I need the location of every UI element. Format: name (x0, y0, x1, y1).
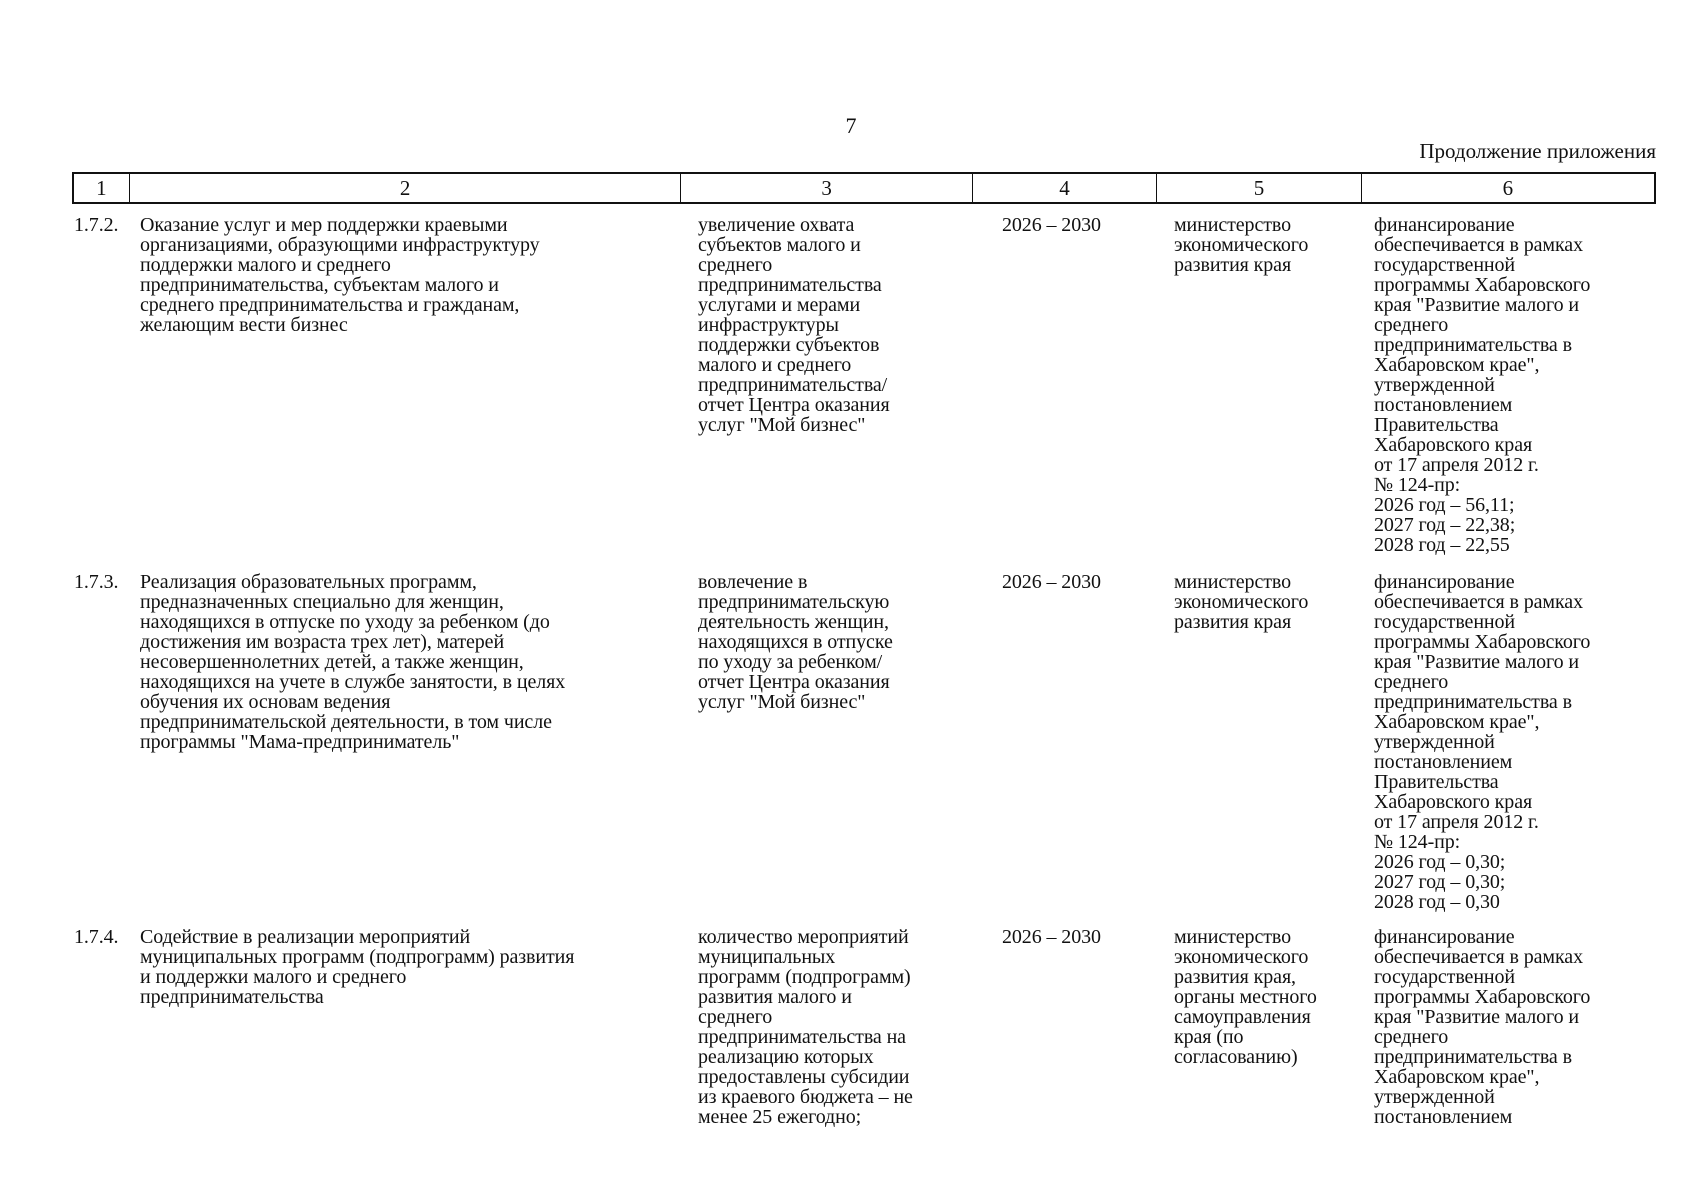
period-text: 2026 – 2030 (1002, 571, 1101, 593)
table-row (72, 215, 1656, 555)
column-header-1: 1 (74, 174, 130, 202)
column-header-5: 5 (1157, 174, 1361, 202)
row-number: 1.7.3. (74, 571, 119, 593)
financing-text: финансирование обеспечивается в рамках государственной программы Хабаровского края "Развитие малого и среднего предпринимательства в Хабаровском крае", утвержденной постановлением (1374, 926, 1591, 1128)
column-header-6: 6 (1502, 176, 1514, 200)
executor-text: министерство экономического развития края (1174, 571, 1309, 633)
activity-text: Реализация образовательных программ, предназначенных специально для женщин, находящихся в отпуске по уходу за ребенком (до достижения им возраста трех лет), матерей несовершеннолетних детей, а также женщин, находящихся на учете в службе занятости, в целях обучения их основам ведения предпринимательской деятельности, в том числе программы "Мама-предприниматель" (140, 571, 566, 753)
executor-text: министерство экономического развития края, органы местного самоуправления края (по согласованию) (1174, 926, 1317, 1068)
result-text: количество мероприятий муниципальных программ (подпрограмм) развития малого и среднего предпринимательства на реализацию которых предоставлены субсидии из краевого бюджета – не менее 25 ежегодно; (698, 926, 913, 1128)
activity-text: Содействие в реализации мероприятий муниципальных программ (подпрограмм) развития и поддержки малого и среднего предпринимательства (140, 926, 575, 1008)
column-header-4: 4 (973, 174, 1158, 202)
period-text: 2026 – 2030 (1002, 926, 1101, 948)
financing-text: финансирование обеспечивается в рамках государственной программы Хабаровского края "Развитие малого и среднего предпринимательства в Хабаровском крае", утвержденной постановлением Правительства Хабаровского края от 17 апреля 2012 г. № 124-пр: 2026 год – 0,30; 2027 год – 0,30; 2028 год – 0,30 (1374, 571, 1591, 913)
continuation-label: Продолжение приложения (1419, 139, 1656, 163)
result-text: вовлечение в предпринимательскую деятельность женщин, находящихся в отпуске по уходу за ребенком/ отчет Центра оказания услуг "Мой бизнес" (698, 571, 893, 713)
column-header-2: 2 (130, 174, 682, 202)
period-text: 2026 – 2030 (1002, 214, 1101, 236)
result-text: увеличение охвата субъектов малого и среднего предпринимательства услугами и мерами инфраструктуры поддержки субъектов малого и среднего предпринимательства/ отчет Центра оказания услуг "Мой бизнес" (698, 214, 890, 436)
activity-text: Оказание услуг и мер поддержки краевыми организациями, образующими инфраструктуру поддержки малого и среднего предпринимательства, субъектам малого и среднего предпринимательства и гражданам, желающим вести бизнес (140, 214, 540, 336)
page-number: 7 (845, 113, 857, 138)
row-number: 1.7.4. (74, 926, 119, 948)
table-header-row (72, 172, 1656, 204)
financing-text: финансирование обеспечивается в рамках государственной программы Хабаровского края "Развитие малого и среднего предпринимательства в Хабаровском крае", утвержденной постановлением Правительства Хабаровского края от 17 апреля 2012 г. № 124-пр: 2026 год – 56,11; 2027 год – 22,38; 2028 год – 22,55 (1374, 214, 1591, 556)
column-header-3: 3 (681, 174, 972, 202)
table-row (72, 572, 1656, 912)
executor-text: министерство экономического развития края (1174, 214, 1309, 276)
table-row (72, 927, 1656, 1127)
row-number: 1.7.2. (74, 214, 119, 236)
